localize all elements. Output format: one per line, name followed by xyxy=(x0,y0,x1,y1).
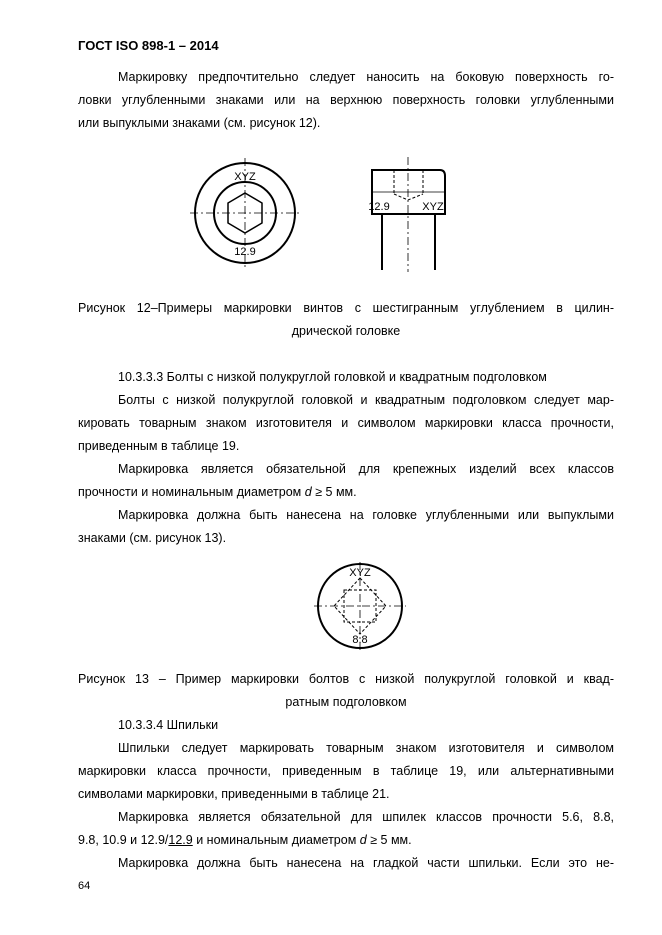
figure-13-drawing xyxy=(308,560,412,656)
paragraph-marking-preference xyxy=(78,66,614,135)
text-line: Болты с низкой полукруглой головкой и квадратным подголовком следует мар- xyxy=(118,393,614,407)
text-line: Маркировку предпочтительно следует наносить на боковую поверхность го- xyxy=(118,70,614,84)
page-number: 64 xyxy=(78,880,91,892)
caption-line: Рисунок 13 – Пример маркировки болтов с низкой полукруглой головкой и квад- xyxy=(78,672,614,686)
text-line: Маркировка является обязательной для крепежных изделий всех классов xyxy=(118,462,614,476)
document-header: ГОСТ ISO 898-1 – 2014 xyxy=(78,38,219,53)
text-line: знаками (см. рисунок 13). xyxy=(78,531,227,545)
variable-d: d xyxy=(304,485,312,499)
text-line xyxy=(78,829,614,852)
mark-class-side: 12.9 xyxy=(368,201,390,213)
text-line: кировать товарным знаком изготовителя и символом маркировки класса прочности, xyxy=(78,416,614,430)
text-line: или выпуклыми знаками (см. рисунок 12). xyxy=(78,116,321,130)
text-line: приведенным в таблице 19. xyxy=(78,439,240,453)
mark-xyz-top: XYZ xyxy=(349,567,371,579)
text-fragment: и номинальным диаметром xyxy=(192,833,360,847)
caption-line: Рисунок 12–Примеры маркировки винтов с шестигранным углублением в цилин- xyxy=(78,301,614,315)
figure-12-caption xyxy=(78,297,614,343)
text-fragment: ≥ 5 мм. xyxy=(366,833,412,847)
mark-class-bottom: 8.8 xyxy=(352,634,368,646)
text-line: Маркировка должна быть нанесена на гладкой части шпильки. Если это не- xyxy=(118,856,614,870)
section-10-3-3-3 xyxy=(78,366,614,550)
section-heading: 10.3.3.3 Болты с низкой полукруглой головкой и квадратным подголовком xyxy=(118,370,547,384)
mark-xyz-side: XYZ xyxy=(422,201,444,213)
screw-side-view xyxy=(368,157,445,272)
caption-line: дрической головке xyxy=(291,324,401,338)
section-10-3-3-4 xyxy=(78,714,614,875)
mark-class-bottom: 12.9 xyxy=(234,246,256,258)
caption-line: ратным подголовком xyxy=(285,695,407,709)
text-line: Шпильки следует маркировать товарным знаком изготовителя и символом xyxy=(118,741,614,755)
figure-13-caption xyxy=(78,668,614,714)
text-line: ловки углубленными знаками или на верхнюю поверхность головки углубленными xyxy=(78,93,614,107)
text-line: Маркировка является обязательной для шпилек классов прочности 5.6, 8.8, xyxy=(118,810,614,824)
text-fragment: ≥ 5 мм. xyxy=(311,485,357,499)
screw-top-view xyxy=(190,158,300,268)
section-heading: 10.3.3.4 Шпильки xyxy=(118,718,219,732)
text-fragment: 9.8, 10.9 и 12.9/ xyxy=(78,833,169,847)
text-line: Маркировка должна быть нанесена на головке углубленными или выпуклыми xyxy=(118,508,614,522)
mark-xyz-top: XYZ xyxy=(234,171,256,183)
figure-12-drawing xyxy=(190,152,480,277)
text-fragment: прочности и номинальным диаметром xyxy=(78,485,305,499)
variable-d: d xyxy=(359,833,367,847)
text-line: символами маркировки, приведенными в таблице 21. xyxy=(78,787,390,801)
text-line: маркировки класса прочности, приведенным в таблице 19, или альтернативными xyxy=(78,764,614,778)
text-line xyxy=(78,481,614,504)
underlined-class: 12.9 xyxy=(168,833,193,847)
